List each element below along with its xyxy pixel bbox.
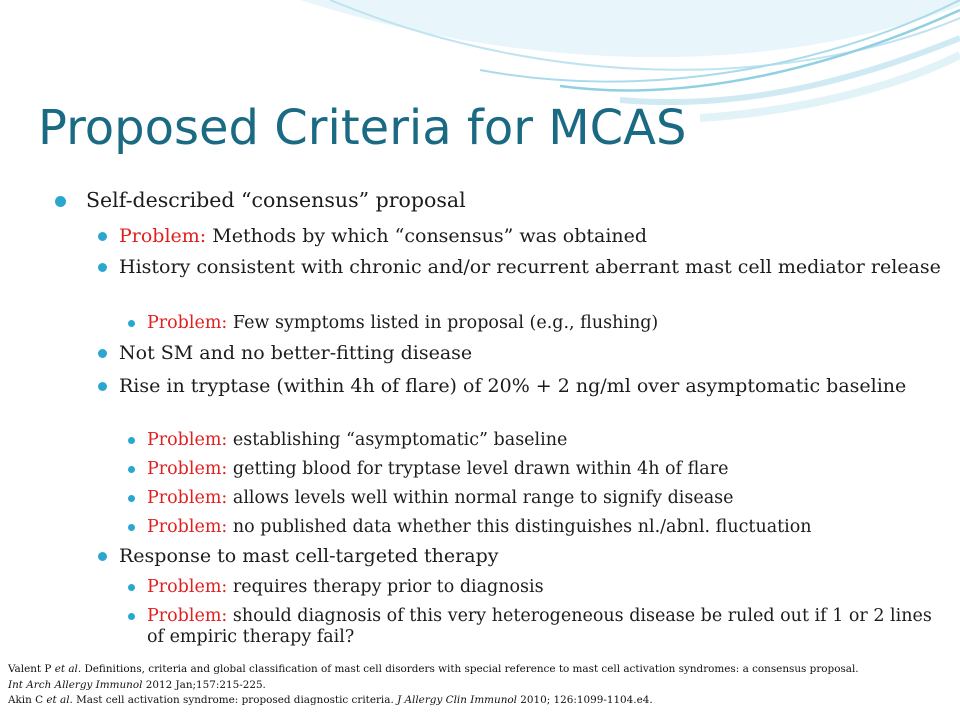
bullet-text: should diagnosis of this very heterogeneous disease be ruled out if 1 or 2 lines of empiric therapy fail? bbox=[147, 606, 932, 647]
bullet-text: no published data whether this distinguishes nl./abnl. fluctuation bbox=[227, 517, 812, 537]
list-item bbox=[119, 375, 951, 397]
bullet-text: getting blood for tryptase level drawn within 4h of flare bbox=[227, 459, 729, 479]
slide-title: Proposed Criteria for MCAS bbox=[38, 100, 687, 156]
problem-label: Problem: bbox=[147, 459, 228, 479]
bullet-dot-icon bbox=[128, 584, 135, 591]
bullet-dot-icon bbox=[128, 524, 135, 531]
list-item bbox=[147, 606, 952, 648]
list-item bbox=[86, 188, 466, 212]
reference-1: Valent P et al. Definitions, criteria and global classification of mast cell disorders with special reference to mast cell activation syndromes: a consensus proposal. bbox=[8, 663, 859, 675]
bullet-dot-icon bbox=[98, 552, 107, 561]
list-item bbox=[119, 225, 951, 247]
problem-label: Problem: bbox=[119, 225, 207, 247]
bullet-dot-icon bbox=[98, 232, 107, 241]
bullet-dot-icon bbox=[128, 613, 135, 620]
problem-label: Problem: bbox=[147, 577, 228, 597]
problem-label: Problem: bbox=[147, 313, 228, 333]
bullet-dot-icon bbox=[98, 263, 107, 272]
reference-2: Akin C et al. Mast cell activation syndrome: proposed diagnostic criteria. J Allergy Clin Immunol 2010; 126:1099-1104.e4. bbox=[8, 694, 653, 706]
bullet-dot-icon bbox=[98, 349, 107, 358]
references bbox=[8, 662, 958, 709]
list-item bbox=[119, 545, 951, 567]
problem-label: Problem: bbox=[147, 517, 228, 537]
bullet-dot-icon bbox=[128, 320, 135, 327]
reference-1-citation: Int Arch Allergy Immunol 2012 Jan;157:215-225. bbox=[8, 678, 266, 691]
bullet-text: Not SM and no better-fitting disease bbox=[119, 342, 473, 364]
list-item bbox=[147, 577, 952, 598]
list-item bbox=[119, 342, 951, 364]
problem-label: Problem: bbox=[147, 488, 228, 508]
bullet-text: allows levels well within normal range to signify disease bbox=[227, 488, 734, 508]
bullet-dot-icon bbox=[128, 437, 135, 444]
bullet-text: Response to mast cell-targeted therapy bbox=[119, 545, 499, 567]
problem-label: Problem: bbox=[147, 430, 228, 450]
bullet-dot-icon bbox=[128, 495, 135, 502]
bullet-text: Self-described “consensus” proposal bbox=[86, 188, 466, 212]
list-item bbox=[147, 517, 952, 538]
bullet-text: Few symptoms listed in proposal (e.g., flushing) bbox=[227, 313, 659, 333]
list-item bbox=[147, 459, 952, 480]
bullet-text: requires therapy prior to diagnosis bbox=[227, 577, 544, 597]
list-item bbox=[147, 430, 952, 451]
bullet-dot-icon bbox=[98, 382, 107, 391]
list-item bbox=[147, 488, 952, 509]
bullet-dot-icon bbox=[128, 466, 135, 473]
bullet-text: establishing “asymptomatic” baseline bbox=[227, 430, 568, 450]
list-item bbox=[119, 256, 951, 278]
problem-label: Problem: bbox=[147, 606, 228, 626]
list-item bbox=[147, 313, 952, 334]
bullet-text: Methods by which “consensus” was obtained bbox=[206, 225, 648, 247]
bullet-dot-icon bbox=[55, 196, 66, 207]
bullet-text: Rise in tryptase (within 4h of flare) of 20% + 2 ng/ml over asymptomatic baseline bbox=[119, 375, 907, 397]
bullet-text: History consistent with chronic and/or recurrent aberrant mast cell mediator release bbox=[119, 256, 941, 278]
